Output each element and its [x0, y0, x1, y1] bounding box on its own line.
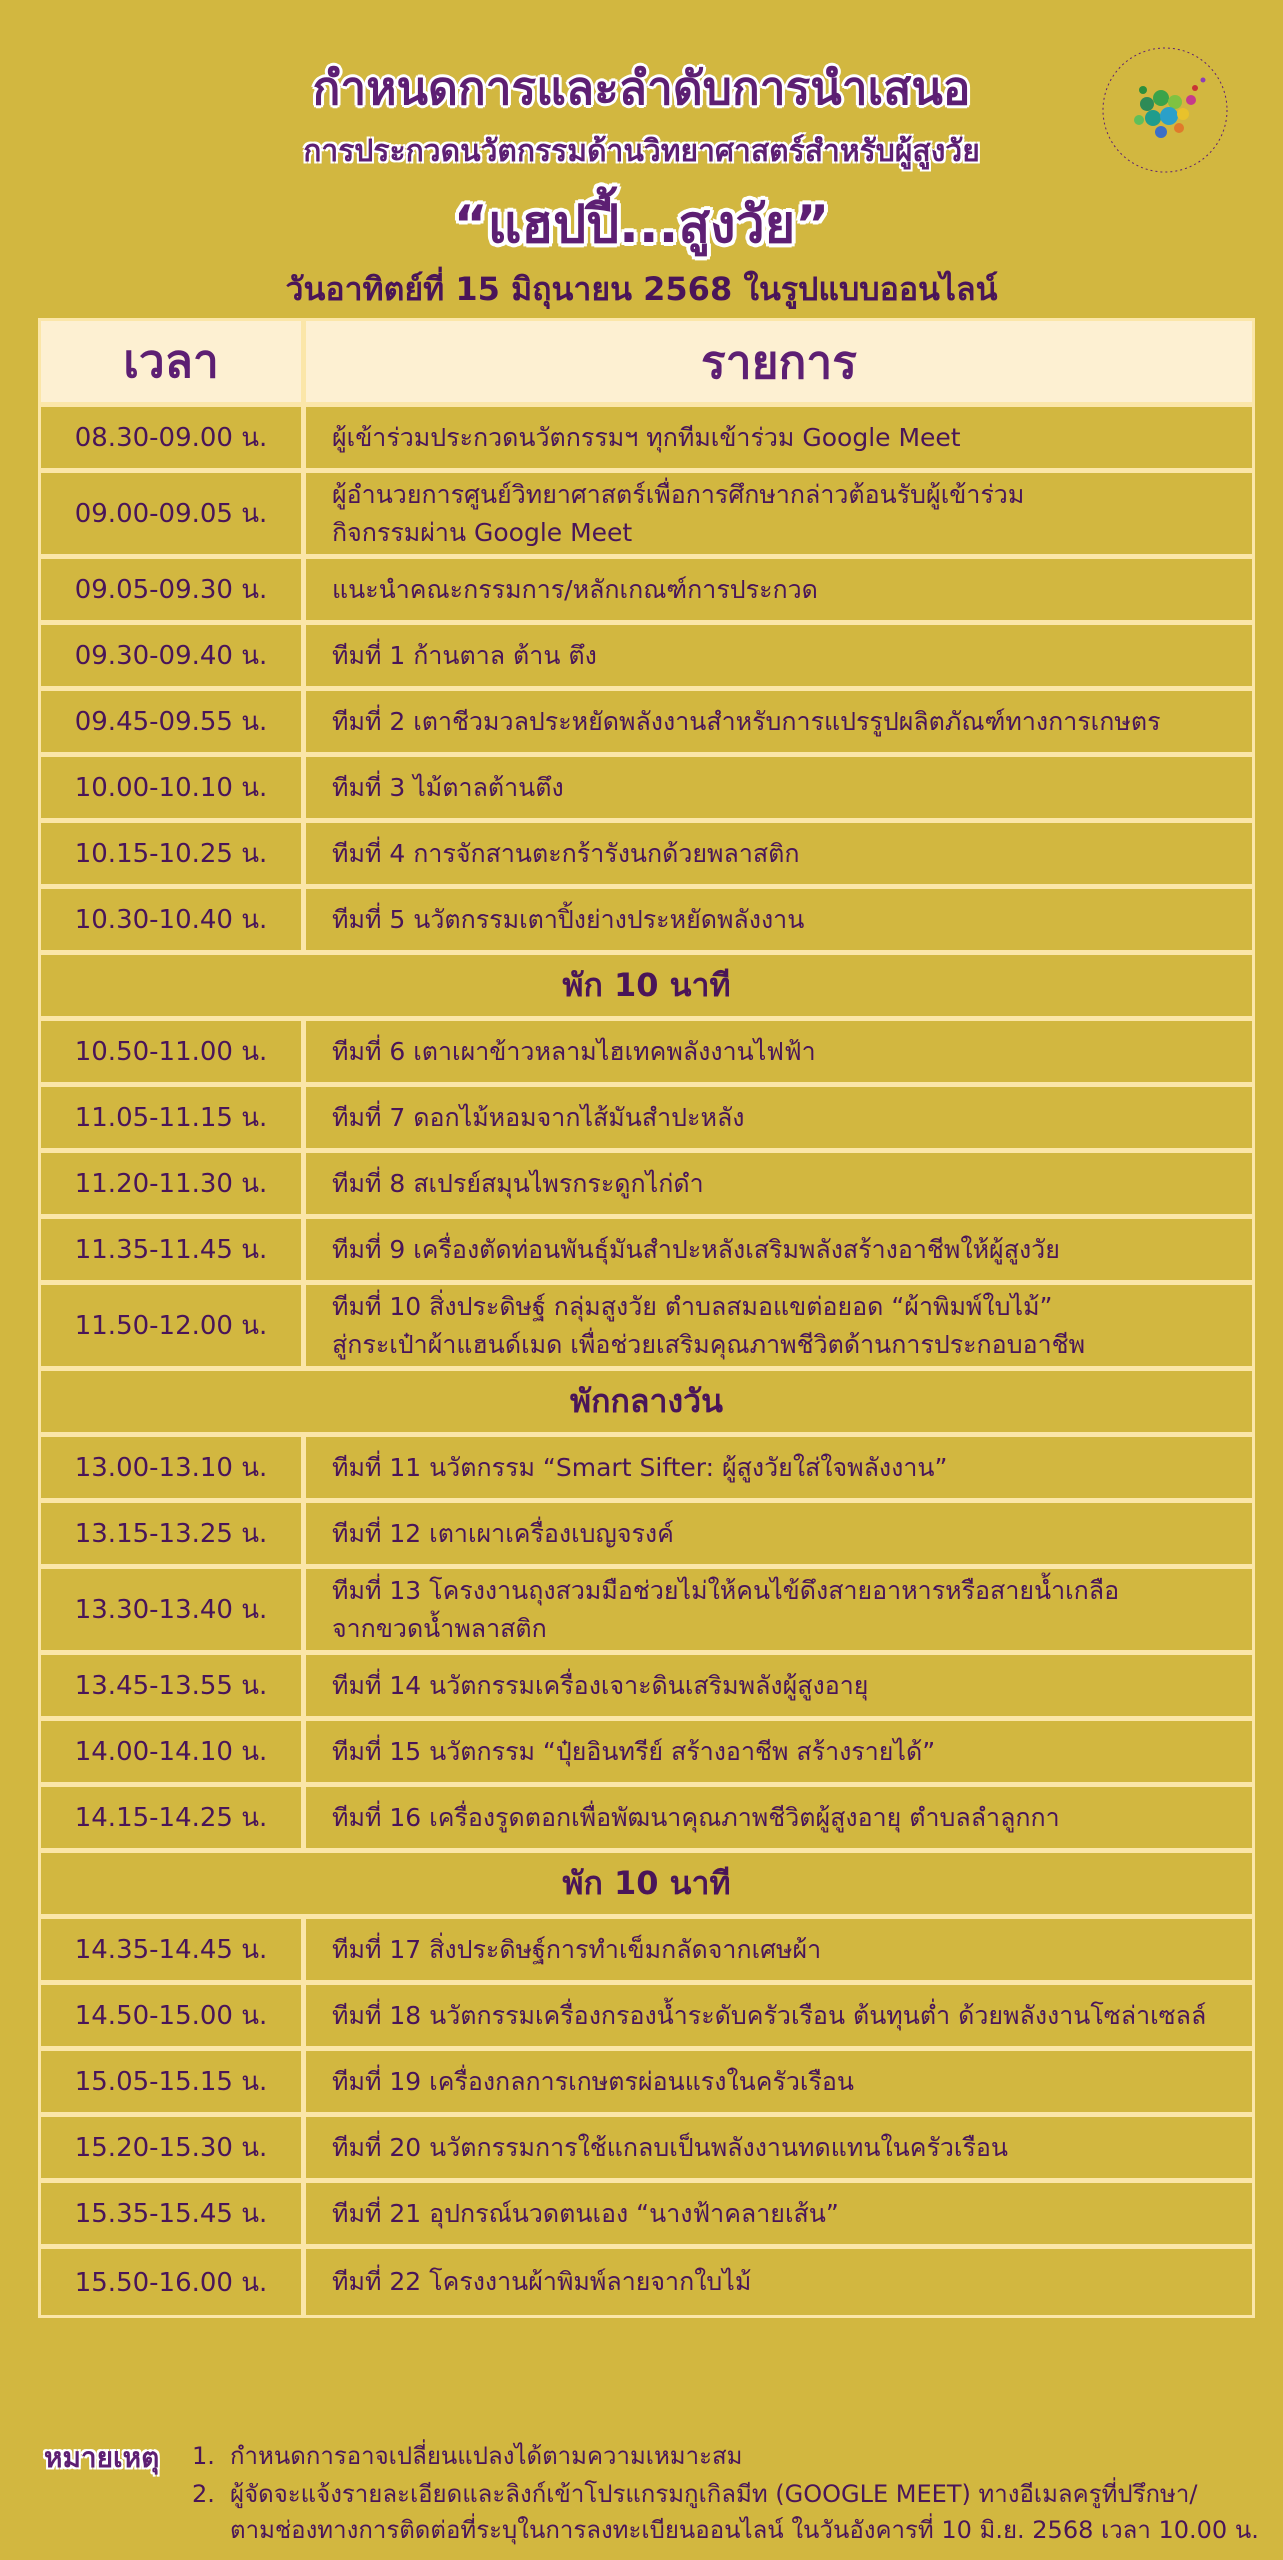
item-text: ทีมที่ 3 ไม้ตาลต้านตึง — [332, 772, 564, 802]
item-text: ทีมที่ 22 โครงงานผ้าพิมพ์ลายจากใบไม้ — [332, 2267, 752, 2296]
table-row — [41, 2249, 1252, 2315]
header-item: รายการ — [306, 321, 1252, 402]
table-row — [41, 1655, 1252, 1721]
item-text: แนะนำคณะกรรมการ/หลักเกณฑ์การประกวด — [332, 574, 818, 604]
time-cell: 10.00-10.10 น. — [41, 757, 306, 818]
table-row — [41, 1285, 1252, 1371]
break-row: พัก 10 นาที — [41, 1853, 1252, 1919]
table-row — [41, 1153, 1252, 1219]
table-row — [41, 625, 1252, 691]
item-text: ทีมที่ 8 สเปรย์สมุนไพรกระดูกไก่ดำ — [332, 1168, 704, 1198]
item-text: ทีมที่ 5 นวัตกรรมเตาปิ้งย่างประหยัดพลังงาน — [332, 904, 805, 934]
item-text: ทีมที่ 18 นวัตกรรมเครื่องกรองน้ำระดับครัวเรือน ต้นทุนต่ำ ด้วยพลังงานโซล่าเซลล์ — [332, 2000, 1207, 2030]
time-cell: 15.50-16.00 น. — [41, 2249, 306, 2315]
header-time: เวลา — [41, 321, 306, 402]
page-title: กำหนดการและลำดับการนำเสนอ — [312, 61, 971, 115]
note-item — [192, 2438, 1272, 2474]
item-cell — [306, 1503, 1252, 1564]
table-row — [41, 1721, 1252, 1787]
table-row — [41, 407, 1252, 473]
time-cell: 15.05-15.15 น. — [41, 2051, 306, 2112]
time-cell: 11.20-11.30 น. — [41, 1153, 306, 1214]
item-text: ทีมที่ 7 ดอกไม้หอมจากไส้มันสำปะหลัง — [332, 1102, 745, 1132]
note-item — [192, 2476, 1272, 2548]
time-cell: 10.15-10.25 น. — [41, 823, 306, 884]
table-row — [41, 1569, 1252, 1655]
time-cell: 09.45-09.55 น. — [41, 691, 306, 752]
item-cell — [306, 1087, 1252, 1148]
table-row — [41, 2183, 1252, 2249]
item-cell — [306, 1285, 1252, 1366]
item-cell — [306, 2183, 1252, 2244]
item-cell — [306, 2249, 1252, 2315]
event-name: “แฮปปี้...สูงวัย” — [453, 195, 830, 255]
table-row — [41, 1919, 1252, 1985]
table-row — [41, 1787, 1252, 1853]
table-row — [41, 823, 1252, 889]
item-text: ทีมที่ 12 เตาเผาเครื่องเบญจรงค์ — [332, 1518, 674, 1548]
item-text: ทีมที่ 6 เตาเผาข้าวหลามไฮเทคพลังงานไฟฟ้า — [332, 1036, 816, 1066]
item-text-line2: จากขวดน้ำพลาสติก — [332, 1613, 547, 1643]
item-text: ทีมที่ 17 สิ่งประดิษฐ์การทำเข็มกลัดจากเศษผ้า — [332, 1934, 822, 1964]
time-cell: 14.00-14.10 น. — [41, 1721, 306, 1782]
table-row — [41, 691, 1252, 757]
time-cell: 13.30-13.40 น. — [41, 1569, 306, 1650]
item-cell — [306, 823, 1252, 884]
table-row — [41, 2051, 1252, 2117]
item-text: ทีมที่ 19 เครื่องกลการเกษตรผ่อนแรงในครัวเรือน — [332, 2066, 855, 2096]
item-text: ทีมที่ 16 เครื่องรูดตอกเพื่อพัฒนาคุณภาพชีวิตผู้สูงอายุ ตำบลลำลูกกา — [332, 1802, 1060, 1832]
item-text: ทีมที่ 4 การจักสานตะกร้ารังนกด้วยพลาสติก — [332, 838, 800, 868]
item-text: ผู้เข้าร่วมประกวดนวัตกรรมฯ ทุกทีมเข้าร่วม Google Meet — [332, 422, 961, 452]
table-row — [41, 473, 1252, 559]
note-number: 1. — [192, 2442, 215, 2470]
note-text: กำหนดการอาจเปลี่ยนแปลงได้ตามความเหมาะสม — [230, 2442, 743, 2470]
time-cell: 14.15-14.25 น. — [41, 1787, 306, 1848]
time-cell: 10.50-11.00 น. — [41, 1021, 306, 1082]
item-cell — [306, 889, 1252, 950]
item-text-line2: กิจกรรมผ่าน Google Meet — [332, 517, 633, 547]
item-cell — [306, 1021, 1252, 1082]
item-cell — [306, 1655, 1252, 1716]
time-cell: 10.30-10.40 น. — [41, 889, 306, 950]
item-cell — [306, 1919, 1252, 1980]
time-cell: 13.15-13.25 น. — [41, 1503, 306, 1564]
time-cell: 09.30-09.40 น. — [41, 625, 306, 686]
table-row — [41, 1021, 1252, 1087]
item-cell — [306, 757, 1252, 818]
item-cell — [306, 1985, 1252, 2046]
time-cell: 13.00-13.10 น. — [41, 1437, 306, 1498]
item-text: ทีมที่ 13 โครงงานถุงสวมมือช่วยไม่ให้คนไข้ดึงสายอาหารหรือสายน้ำเกลือ — [332, 1575, 1120, 1605]
note-text: ผู้จัดจะแจ้งรายละเอียดและลิงก์เข้าโปรแกรมกูเกิลมีท (GOOGLE MEET) ทางอีเมลครูที่ปรึกษา/ — [230, 2480, 1198, 2508]
item-text: ทีมที่ 15 นวัตกรรม “ปุ๋ยอินทรีย์ สร้างอาชีพ สร้างรายได้” — [332, 1736, 936, 1766]
item-cell — [306, 1721, 1252, 1782]
item-text: ทีมที่ 20 นวัตกรรมการใช้แกลบเป็นพลังงานทดแทนในครัวเรือน — [332, 2132, 1009, 2162]
time-cell: 15.35-15.45 น. — [41, 2183, 306, 2244]
event-date: วันอาทิตย์ที่ 15 มิถุนายน 2568 ในรูปแบบออนไลน์ — [285, 270, 998, 308]
item-text: ทีมที่ 9 เครื่องตัดท่อนพันธุ์มันสำปะหลังเสริมพลังสร้างอาชีพให้ผู้สูงวัย — [332, 1234, 1060, 1264]
item-cell — [306, 473, 1252, 554]
table-row — [41, 1437, 1252, 1503]
item-text: ผู้อำนวยการศูนย์วิทยาศาสตร์เพื่อการศึกษากล่าวต้อนรับผู้เข้าร่วม — [332, 479, 1025, 509]
time-cell: 09.05-09.30 น. — [41, 559, 306, 620]
table-row — [41, 1503, 1252, 1569]
schedule-table — [38, 318, 1255, 2318]
item-cell — [306, 1787, 1252, 1848]
item-cell — [306, 559, 1252, 620]
item-text-line2: สู่กระเป๋าผ้าแฮนด์เมด เพื่อช่วยเสริมคุณภาพชีวิตด้านการประกอบอาชีพ — [332, 1329, 1086, 1359]
item-text: ทีมที่ 1 ก้านตาล ต้าน ตึง — [332, 640, 597, 670]
time-cell: 13.45-13.55 น. — [41, 1655, 306, 1716]
table-row — [41, 1219, 1252, 1285]
item-cell — [306, 691, 1252, 752]
time-cell: 09.00-09.05 น. — [41, 473, 306, 554]
item-cell — [306, 2117, 1252, 2178]
table-row — [41, 559, 1252, 625]
note-text-line2: ตามช่องทางการติดต่อที่ระบุในการลงทะเบียนออนไลน์ ในวันอังคารที่ 10 มิ.ย. 2568 เวลา 10.00 น. — [230, 2516, 1259, 2544]
time-cell: 11.05-11.15 น. — [41, 1087, 306, 1148]
item-text: ทีมที่ 10 สิ่งประดิษฐ์ กลุ่มสูงวัย ตำบลสมอแขต่อยอด “ผ้าพิมพ์ใบไม้” — [332, 1291, 1053, 1321]
table-row — [41, 757, 1252, 823]
item-cell — [306, 625, 1252, 686]
table-header-row — [41, 321, 1252, 407]
table-row — [41, 2117, 1252, 2183]
item-cell — [306, 1219, 1252, 1280]
note-number: 2. — [192, 2480, 215, 2508]
item-text: ทีมที่ 2 เตาชีวมวลประหยัดพลังงานสำหรับการแปรรูปผลิตภัณฑ์ทางการเกษตร — [332, 706, 1161, 736]
item-cell — [306, 2051, 1252, 2112]
time-cell: 08.30-09.00 น. — [41, 407, 306, 468]
item-cell — [306, 407, 1252, 468]
break-row: พัก 10 นาที — [41, 955, 1252, 1021]
time-cell: 11.35-11.45 น. — [41, 1219, 306, 1280]
item-cell — [306, 1153, 1252, 1214]
time-cell: 15.20-15.30 น. — [41, 2117, 306, 2178]
item-text: ทีมที่ 21 อุปกรณ์นวดตนเอง “นางฟ้าคลายเส้น” — [332, 2198, 839, 2228]
table-row — [41, 1985, 1252, 2051]
break-row: พักกลางวัน — [41, 1371, 1252, 1437]
time-cell: 11.50-12.00 น. — [41, 1285, 306, 1366]
page-subtitle: การประกวดนวัตกรรมด้านวิทยาศาสตร์สำหรับผู้สูงวัย — [303, 134, 980, 169]
item-cell — [306, 1569, 1252, 1650]
item-text: ทีมที่ 14 นวัตกรรมเครื่องเจาะดินเสริมพลังผู้สูงอายุ — [332, 1670, 869, 1700]
time-cell: 14.50-15.00 น. — [41, 1985, 306, 2046]
notes-label: หมายเหตุ — [44, 2441, 160, 2474]
item-text: ทีมที่ 11 นวัตกรรม “Smart Sifter: ผู้สูงวัยใส่ใจพลังงาน” — [332, 1452, 948, 1482]
time-cell: 14.35-14.45 น. — [41, 1919, 306, 1980]
table-row — [41, 889, 1252, 955]
item-cell — [306, 1437, 1252, 1498]
table-row — [41, 1087, 1252, 1153]
